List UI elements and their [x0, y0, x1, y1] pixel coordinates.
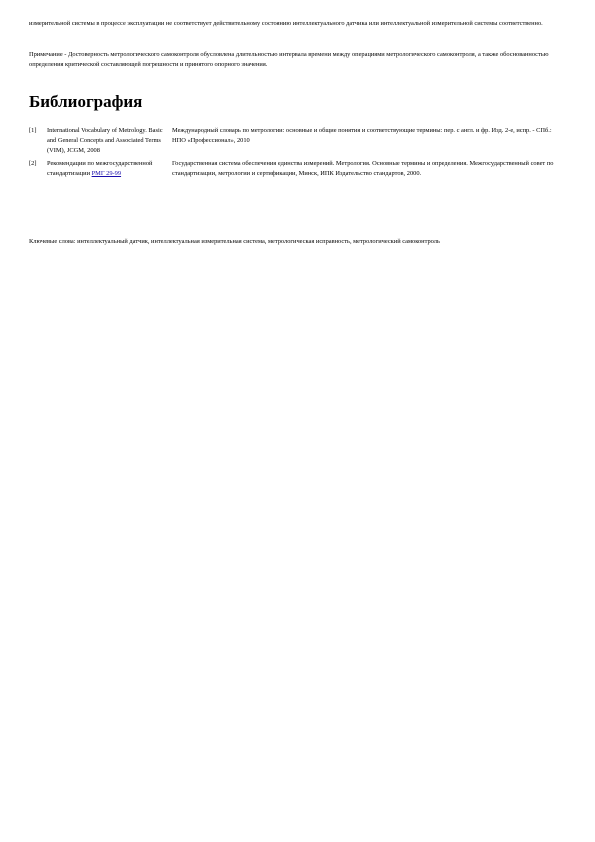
note-paragraph: Примечание - Достоверность метрологического самоконтроля обусловлена длительностью интервала времени между операциями метрологического самоконтроля, а также обоснованностью определения критической составляющей погрешности и принятого опорного значения.	[29, 51, 549, 68]
bibliography-number: [2]	[29, 160, 37, 167]
bibliography-source-text: Рекомендации по межгосударственной стандартизации	[47, 160, 153, 177]
paragraph-measurement-system: измерительной системы в процессе эксплуатации не соответствует действительному состоянию интеллектуального датчика или интеллектуальной измерительной системы соответственно.	[29, 20, 543, 27]
rmg-29-99-link[interactable]: РМГ 29-99	[91, 170, 122, 177]
bibliography-heading: Библиография	[29, 92, 143, 111]
bibliography-row	[29, 126, 565, 159]
bibliography-description: Международный словарь по метрологии: основные и общие понятия и соответствующие термины: пер. с англ. и фр. Изд. 2-е, испр. - СПб.: НПО «Профессионал», 2010	[172, 127, 552, 144]
bibliography-source: International Vocabulary of Metrology. Basic and General Concepts and Associated Terms (VIM), JCGM, 2008	[47, 127, 163, 154]
bibliography-source	[47, 159, 172, 182]
bibliography-row	[29, 159, 565, 182]
keywords-paragraph: Ключевые слова: интеллектуальный датчик, интеллектуальная измерительная система, метрологическая исправность, метрологический самоконтроль	[29, 238, 440, 245]
bibliography-table	[29, 126, 565, 182]
bibliography-number: [1]	[29, 127, 37, 134]
bibliography-description: Государственная система обеспечения единства измерений. Метрология. Основные термины и определения. Межгосударственный совет по стандартизации, метрологии и сертификации, Минск, ИПК Издательство стандартов, 2000.	[172, 160, 554, 177]
